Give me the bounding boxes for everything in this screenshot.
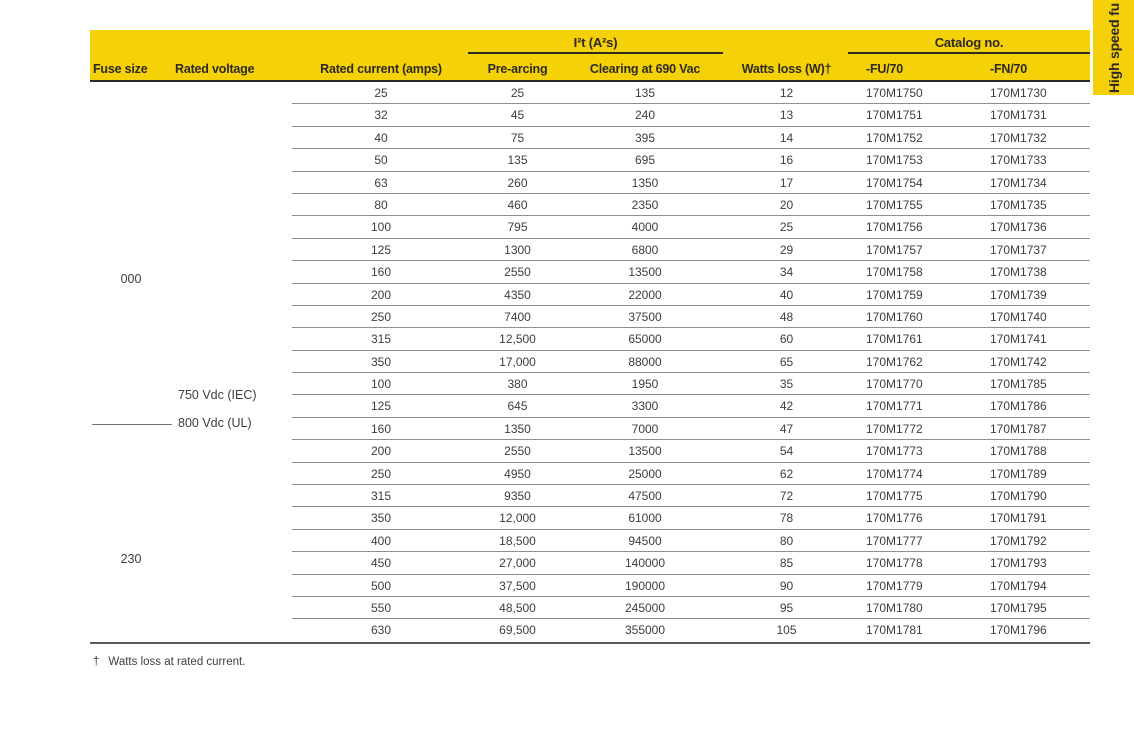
cell-rated-current: 125 xyxy=(370,399,392,414)
fuse-size-label-000: 000 xyxy=(120,272,142,286)
cell-pre-arcing: 69,500 xyxy=(499,623,536,638)
cell-watts-loss: 62 xyxy=(779,466,794,481)
table-row xyxy=(90,552,1090,574)
cell-watts-loss: 25 xyxy=(779,220,794,235)
cell-rated-current: 25 xyxy=(374,86,388,100)
cell-clearing: 13500 xyxy=(628,444,662,459)
cell-rated-current: 80 xyxy=(374,197,388,212)
cell-catalog-fu: 170M1761 xyxy=(866,332,923,347)
table-row xyxy=(90,395,1090,417)
cell-pre-arcing: 25 xyxy=(510,86,525,100)
cell-catalog-fn: 170M1796 xyxy=(990,623,1047,638)
table-row xyxy=(90,597,1090,619)
cell-watts-loss: 20 xyxy=(779,197,794,212)
cell-catalog-fu: 170M1778 xyxy=(866,556,923,571)
table-row xyxy=(90,440,1090,462)
cell-watts-loss: 29 xyxy=(779,242,794,257)
column-header-rated-voltage: Rated voltage xyxy=(175,62,255,76)
column-header-pre-arcing: Pre-arcing xyxy=(487,62,548,76)
cell-catalog-fn: 170M1736 xyxy=(990,220,1047,235)
table-row xyxy=(90,216,1090,238)
cell-catalog-fu: 170M1770 xyxy=(866,377,923,392)
cell-catalog-fu: 170M1760 xyxy=(866,309,923,324)
cell-clearing: 695 xyxy=(634,153,656,168)
cell-catalog-fn: 170M1731 xyxy=(990,108,1047,123)
cell-clearing: 65000 xyxy=(628,332,662,347)
column-header-row xyxy=(90,54,1090,80)
cell-catalog-fn: 170M1735 xyxy=(990,197,1047,212)
cell-catalog-fn: 170M1790 xyxy=(990,489,1047,504)
cell-pre-arcing: 645 xyxy=(507,399,528,414)
cell-clearing: 61000 xyxy=(628,511,662,526)
cell-watts-loss: 47 xyxy=(779,421,794,436)
cell-catalog-fu: 170M1759 xyxy=(866,287,923,302)
cell-catalog-fu: 170M1751 xyxy=(866,108,923,123)
cell-rated-current: 315 xyxy=(370,489,392,504)
cell-catalog-fn: 170M1740 xyxy=(990,309,1047,324)
cell-catalog-fu: 170M1775 xyxy=(866,489,923,504)
table-row xyxy=(90,328,1090,350)
table-bottom-border xyxy=(90,642,1090,644)
cell-catalog-fn: 170M1785 xyxy=(990,377,1047,392)
column-header-clearing: Clearing at 690 Vac xyxy=(589,62,701,76)
cell-clearing: 140000 xyxy=(624,556,666,571)
table-row xyxy=(90,418,1090,440)
table-row xyxy=(90,172,1090,194)
cell-pre-arcing: 17,000 xyxy=(499,354,536,369)
cell-pre-arcing: 2550 xyxy=(504,444,531,459)
table-row xyxy=(90,261,1090,283)
cell-rated-current: 400 xyxy=(370,533,392,548)
cell-clearing: 13500 xyxy=(628,265,662,280)
cell-watts-loss: 105 xyxy=(776,623,797,638)
table-row xyxy=(90,306,1090,328)
cell-clearing: 240 xyxy=(634,108,656,123)
cell-pre-arcing: 18,500 xyxy=(499,533,536,548)
cell-catalog-fu: 170M1757 xyxy=(866,242,923,257)
cell-clearing: 47500 xyxy=(628,489,662,504)
cell-rated-current: 100 xyxy=(370,377,392,392)
cell-pre-arcing: 795 xyxy=(507,220,528,235)
cell-clearing: 190000 xyxy=(624,578,666,593)
cell-pre-arcing: 12,500 xyxy=(499,332,536,347)
cell-rated-current: 63 xyxy=(374,175,388,190)
cell-pre-arcing: 380 xyxy=(507,377,528,392)
cell-catalog-fu: 170M1758 xyxy=(866,265,923,280)
table-row xyxy=(90,619,1090,641)
cell-rated-current: 125 xyxy=(370,242,392,257)
cell-clearing: 22000 xyxy=(628,287,662,302)
cell-clearing: 245000 xyxy=(624,600,666,615)
cell-watts-loss: 35 xyxy=(779,377,794,392)
cell-clearing: 395 xyxy=(634,130,656,145)
cell-pre-arcing: 4350 xyxy=(504,287,531,302)
cell-catalog-fn: 170M1730 xyxy=(990,86,1047,100)
cell-catalog-fu: 170M1756 xyxy=(866,220,923,235)
cell-pre-arcing: 75 xyxy=(510,130,525,145)
table-row xyxy=(90,351,1090,373)
cell-pre-arcing: 135 xyxy=(507,153,528,168)
cell-clearing: 4000 xyxy=(631,220,659,235)
cell-catalog-fu: 170M1771 xyxy=(866,399,923,414)
cell-watts-loss: 42 xyxy=(779,399,794,414)
cell-rated-current: 200 xyxy=(370,287,392,302)
cell-catalog-fn: 170M1734 xyxy=(990,175,1047,190)
cell-pre-arcing: 4950 xyxy=(504,466,531,481)
cell-clearing: 7000 xyxy=(631,421,659,436)
cell-watts-loss: 72 xyxy=(779,489,794,504)
cell-rated-current: 250 xyxy=(370,309,392,324)
cell-pre-arcing: 9350 xyxy=(504,489,531,504)
cell-catalog-fu: 170M1753 xyxy=(866,153,923,168)
section-tab-label: High speed fu xyxy=(1106,3,1122,93)
table-row xyxy=(90,530,1090,552)
cell-catalog-fn: 170M1793 xyxy=(990,556,1047,571)
cell-watts-loss: 54 xyxy=(779,444,794,459)
cell-catalog-fu: 170M1774 xyxy=(866,466,923,481)
cell-catalog-fn: 170M1732 xyxy=(990,130,1047,145)
table-row xyxy=(90,463,1090,485)
footnote-dagger-symbol: † xyxy=(93,655,100,668)
cell-catalog-fu: 170M1762 xyxy=(866,354,923,369)
cell-clearing: 25000 xyxy=(628,466,662,481)
cell-watts-loss: 60 xyxy=(779,332,794,347)
cell-rated-current: 40 xyxy=(374,130,388,145)
cell-rated-current: 160 xyxy=(370,421,392,436)
cell-pre-arcing: 1300 xyxy=(504,242,531,257)
cell-watts-loss: 13 xyxy=(779,108,794,123)
cell-catalog-fn: 170M1791 xyxy=(990,511,1047,526)
cell-rated-current: 550 xyxy=(370,600,392,615)
table-row xyxy=(90,575,1090,597)
table-body xyxy=(90,82,1090,642)
cell-rated-current: 50 xyxy=(374,153,388,168)
group-header-i2t: I²t (A²s) xyxy=(468,34,723,54)
cell-catalog-fu: 170M1772 xyxy=(866,421,923,436)
cell-pre-arcing: 12,000 xyxy=(499,511,536,526)
cell-catalog-fu: 170M1776 xyxy=(866,511,923,526)
rated-voltage-line-2: 800 Vdc (UL) xyxy=(178,416,252,430)
cell-catalog-fu: 170M1750 xyxy=(866,86,923,100)
cell-watts-loss: 95 xyxy=(779,600,794,615)
cell-catalog-fn: 170M1786 xyxy=(990,399,1047,414)
column-header-rated-current: Rated current (amps) xyxy=(320,62,442,76)
table-row xyxy=(90,485,1090,507)
cell-clearing: 88000 xyxy=(628,354,662,369)
cell-catalog-fn: 170M1788 xyxy=(990,444,1047,459)
cell-catalog-fn: 170M1733 xyxy=(990,153,1047,168)
cell-catalog-fn: 170M1789 xyxy=(990,466,1047,481)
cell-catalog-fn: 170M1792 xyxy=(990,533,1047,548)
column-header-fuse-size: Fuse size xyxy=(93,62,148,76)
cell-catalog-fu: 170M1755 xyxy=(866,197,923,212)
cell-pre-arcing: 45 xyxy=(510,108,525,123)
cell-catalog-fu: 170M1777 xyxy=(866,533,923,548)
cell-rated-current: 450 xyxy=(370,556,392,571)
cell-clearing: 355000 xyxy=(624,623,666,638)
table-row xyxy=(90,373,1090,395)
cell-clearing: 6800 xyxy=(631,242,659,257)
cell-watts-loss: 34 xyxy=(779,265,794,280)
cell-pre-arcing: 48,500 xyxy=(499,600,536,615)
cell-watts-loss: 80 xyxy=(779,533,794,548)
cell-rated-current: 32 xyxy=(374,108,388,123)
fuse-spec-table xyxy=(90,30,1090,668)
fuse-size-label-230: 230 xyxy=(120,552,142,566)
cell-rated-current: 630 xyxy=(370,623,392,638)
cell-catalog-fn: 170M1795 xyxy=(990,600,1047,615)
cell-catalog-fn: 170M1742 xyxy=(990,354,1047,369)
table-row xyxy=(90,194,1090,216)
section-tab xyxy=(1093,0,1134,95)
cell-watts-loss: 90 xyxy=(779,578,794,593)
cell-catalog-fn: 170M1794 xyxy=(990,578,1047,593)
cell-catalog-fn: 170M1739 xyxy=(990,287,1047,302)
cell-pre-arcing: 37,500 xyxy=(499,578,536,593)
cell-clearing: 94500 xyxy=(628,533,662,548)
cell-catalog-fu: 170M1781 xyxy=(866,623,923,638)
cell-pre-arcing: 1350 xyxy=(504,421,531,436)
cell-watts-loss: 78 xyxy=(779,511,794,526)
cell-catalog-fu: 170M1773 xyxy=(866,444,923,459)
cell-watts-loss: 65 xyxy=(779,354,794,369)
table-row xyxy=(90,149,1090,171)
footnote-text: Watts loss at rated current. xyxy=(108,655,246,668)
table-row xyxy=(90,239,1090,261)
cell-pre-arcing: 2550 xyxy=(504,265,531,280)
column-header-watts-loss: Watts loss (W)† xyxy=(741,62,832,76)
cell-watts-loss: 85 xyxy=(779,556,794,571)
table-row xyxy=(90,82,1090,104)
cell-catalog-fn: 170M1787 xyxy=(990,421,1047,436)
cell-catalog-fu: 170M1754 xyxy=(866,175,923,190)
cell-rated-current: 200 xyxy=(370,444,392,459)
table-row xyxy=(90,507,1090,529)
footnote xyxy=(90,656,1090,668)
cell-watts-loss: 16 xyxy=(779,153,794,168)
cell-clearing: 1350 xyxy=(631,175,659,190)
cell-rated-current: 100 xyxy=(370,220,392,235)
cell-clearing: 37500 xyxy=(628,309,662,324)
table-row xyxy=(90,284,1090,306)
cell-clearing: 3300 xyxy=(631,399,659,414)
table-row xyxy=(90,104,1090,126)
cell-watts-loss: 40 xyxy=(779,287,794,302)
column-header-fn70: -FN/70 xyxy=(990,62,1028,76)
cell-rated-current: 250 xyxy=(370,466,392,481)
cell-watts-loss: 17 xyxy=(779,175,794,190)
cell-catalog-fn: 170M1737 xyxy=(990,242,1047,257)
cell-watts-loss: 12 xyxy=(779,86,794,100)
cell-catalog-fu: 170M1752 xyxy=(866,130,923,145)
cell-rated-current: 315 xyxy=(370,332,392,347)
cell-catalog-fn: 170M1738 xyxy=(990,265,1047,280)
cell-clearing: 135 xyxy=(634,86,656,100)
cell-pre-arcing: 260 xyxy=(507,175,528,190)
cell-catalog-fu: 170M1780 xyxy=(866,600,923,615)
cell-rated-current: 350 xyxy=(370,511,392,526)
rated-voltage-line-1: 750 Vdc (IEC) xyxy=(178,388,257,402)
cell-rated-current: 160 xyxy=(370,265,392,280)
cell-rated-current: 350 xyxy=(370,354,392,369)
table-row xyxy=(90,127,1090,149)
cell-pre-arcing: 27,000 xyxy=(499,556,536,571)
group-header-catalog: Catalog no. xyxy=(848,34,1090,54)
cell-catalog-fu: 170M1779 xyxy=(866,578,923,593)
column-header-fu70: -FU/70 xyxy=(866,62,904,76)
cell-rated-current: 500 xyxy=(370,578,392,593)
cell-clearing: 2350 xyxy=(631,197,659,212)
cell-watts-loss: 14 xyxy=(779,130,794,145)
cell-watts-loss: 48 xyxy=(779,309,794,324)
cell-clearing: 1950 xyxy=(631,377,659,392)
cell-pre-arcing: 7400 xyxy=(504,309,531,324)
cell-pre-arcing: 460 xyxy=(507,197,528,212)
cell-catalog-fn: 170M1741 xyxy=(990,332,1047,347)
table-header-band xyxy=(90,30,1090,82)
